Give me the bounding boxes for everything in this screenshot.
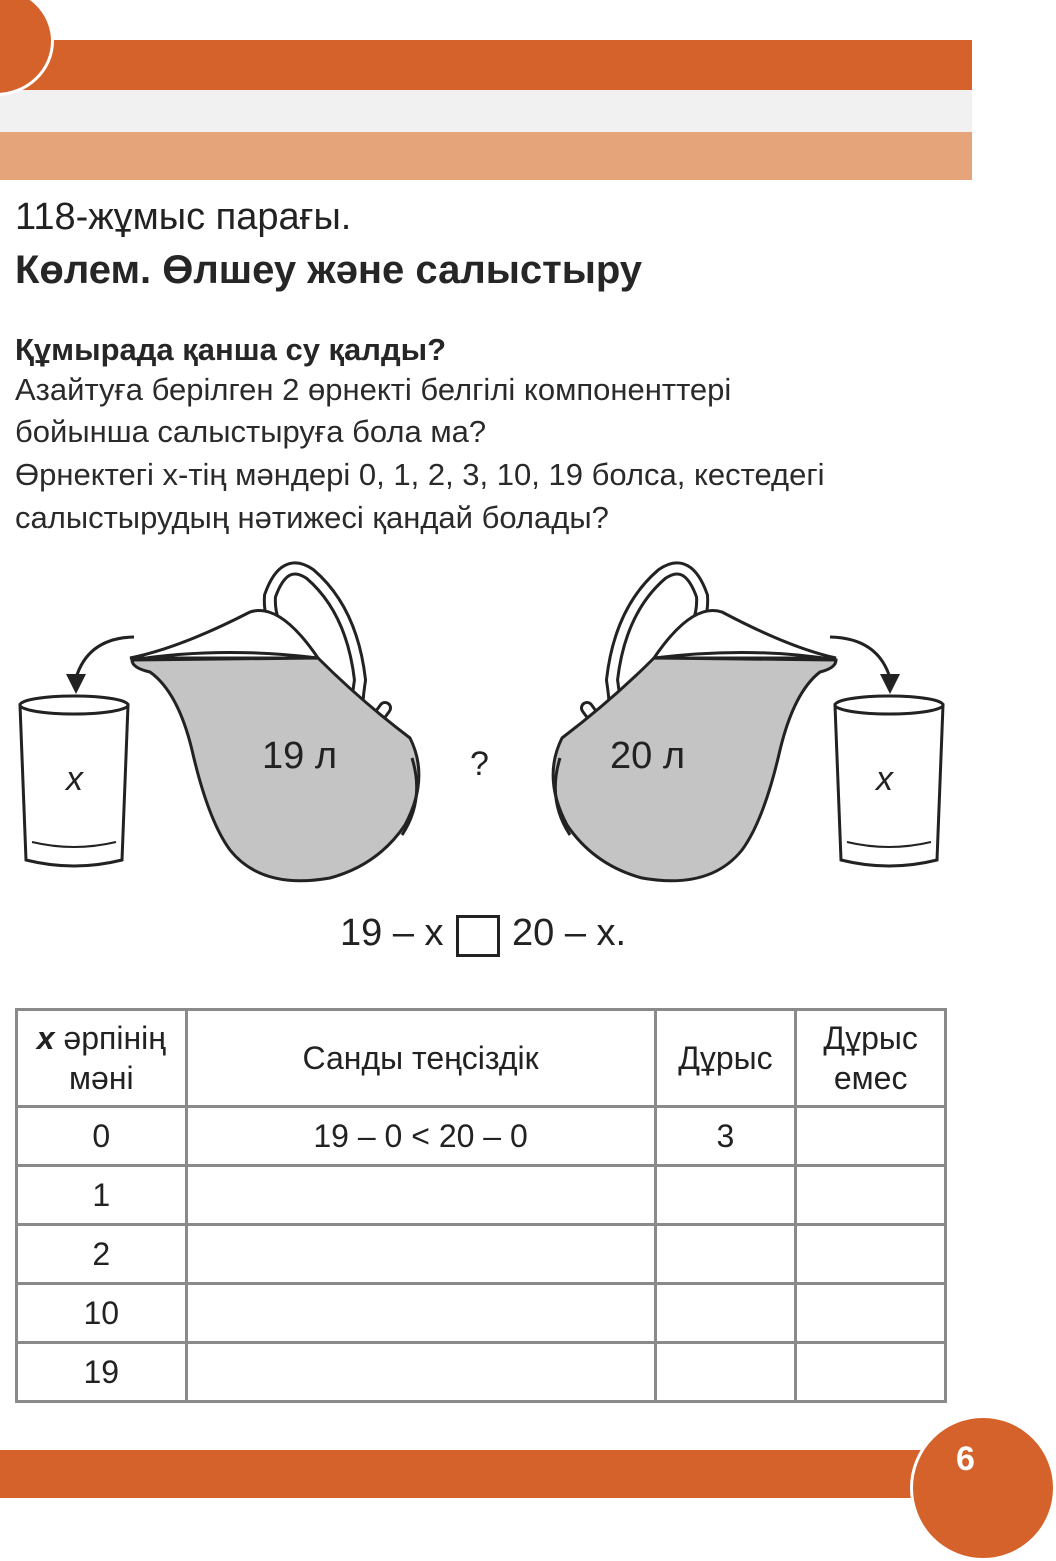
cell-inequality[interactable] xyxy=(186,1166,655,1225)
table-header-row xyxy=(17,1010,946,1107)
question: Құмырада қанша су қалды? xyxy=(15,332,447,367)
corner-tab-bottom xyxy=(910,1415,1056,1561)
cell-correct[interactable] xyxy=(655,1166,796,1225)
body-line: Өрнектегі х-тің мәндері 0, 1, 2, 3, 10, 19 болса, кестедегі xyxy=(15,457,825,492)
sheet-label: 118-жұмыс парағы. xyxy=(15,196,352,238)
jug-left-label: 19 л xyxy=(262,735,337,777)
glass-left-label: x xyxy=(66,760,83,798)
body-line: бойынша салыстыруға бола ма? xyxy=(15,414,487,449)
cell-incorrect[interactable] xyxy=(796,1343,946,1402)
cell-correct[interactable]: 3 xyxy=(655,1107,796,1166)
cell-incorrect[interactable] xyxy=(796,1107,946,1166)
cell-incorrect[interactable] xyxy=(796,1284,946,1343)
header-incorrect: Дұрыс емес xyxy=(796,1010,946,1107)
cell-incorrect[interactable] xyxy=(796,1166,946,1225)
cell-inequality[interactable]: 19 – 0 < 20 – 0 xyxy=(186,1107,655,1166)
cell-x: 1 xyxy=(17,1166,187,1225)
jug-left-icon xyxy=(130,568,419,880)
header-x-value: x әрпінің мәні xyxy=(17,1010,187,1107)
page-number: 6 xyxy=(956,1440,975,1478)
header-gap xyxy=(0,90,972,132)
comparison-box[interactable] xyxy=(456,915,500,957)
pour-arrow-right-icon xyxy=(830,637,900,694)
equation-right: 20 – x. xyxy=(512,912,627,954)
header-correct: Дұрыс xyxy=(655,1010,796,1107)
jug-right-icon xyxy=(553,568,836,880)
body-line: салыстырудың нәтижесі қандай болады? xyxy=(15,500,609,535)
cell-x: 2 xyxy=(17,1225,187,1284)
header-inequality: Санды теңсіздік xyxy=(186,1010,655,1107)
cell-correct[interactable] xyxy=(655,1343,796,1402)
cell-inequality[interactable] xyxy=(186,1284,655,1343)
table-row xyxy=(17,1343,946,1402)
jugs-illustration xyxy=(0,560,972,900)
cell-correct[interactable] xyxy=(655,1225,796,1284)
cell-x: 19 xyxy=(17,1343,187,1402)
cell-inequality[interactable] xyxy=(186,1343,655,1402)
body-line: Азайтуға берілген 2 өрнекті белгілі компоненттері xyxy=(15,372,732,407)
page-title: Көлем. Өлшеу және салыстыру xyxy=(15,248,643,292)
glass-right-label: x xyxy=(876,760,893,798)
cell-inequality[interactable] xyxy=(186,1225,655,1284)
pour-arrow-left-icon xyxy=(66,637,134,694)
cell-x: 0 xyxy=(17,1107,187,1166)
cell-incorrect[interactable] xyxy=(796,1225,946,1284)
table-row xyxy=(17,1225,946,1284)
table-row xyxy=(17,1284,946,1343)
footer-band xyxy=(0,1450,972,1498)
cell-correct[interactable] xyxy=(655,1284,796,1343)
table-row xyxy=(17,1166,946,1225)
header-band-light xyxy=(0,132,972,180)
comparison-table xyxy=(15,1008,947,1403)
table-row xyxy=(17,1107,946,1166)
jug-right-label: 20 л xyxy=(610,735,685,777)
header-band xyxy=(0,40,972,90)
question-mark: ? xyxy=(470,745,489,783)
cell-x: 10 xyxy=(17,1284,187,1343)
equation-left: 19 – x xyxy=(340,912,444,954)
